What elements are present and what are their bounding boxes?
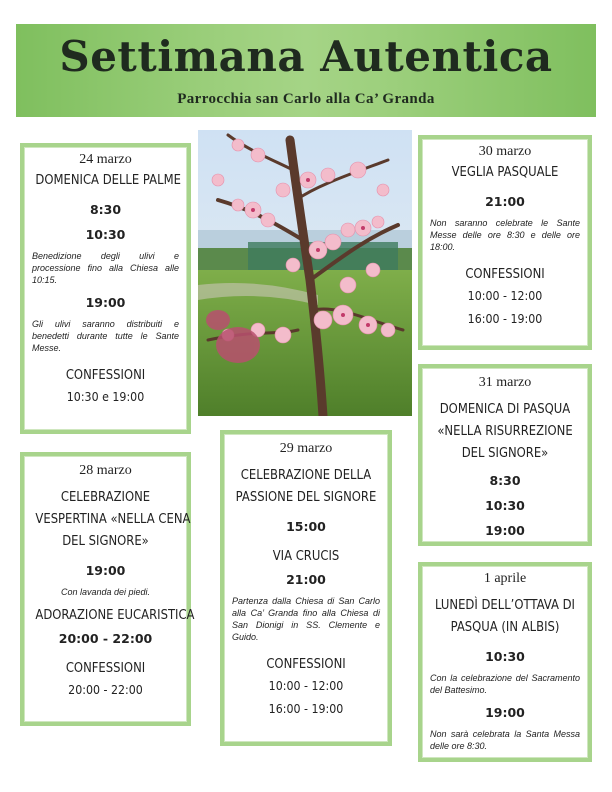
card-domenica-pasqua [418,364,592,546]
date-label: 28 marzo [79,463,132,478]
confessioni-heading: CONFESSIONI [65,367,146,383]
card-cena-signore [20,452,195,726]
via-crucis-heading: VIA CRUCIS [272,548,340,564]
card-heading-line-3: DEL SIGNORE» [461,445,549,461]
time-label: 19:00 [85,563,126,578]
page-title: Settimana Autentica [59,32,553,81]
time-label: 15:00 [286,519,326,534]
card-heading-line-2: PASQUA (IN ALBIS) [450,619,560,635]
confessioni-times: 10:30 e 19:00 [66,390,145,404]
card-passione-signore [220,430,392,746]
confessioni-heading: CONFESSIONI [465,266,545,282]
note-text: Gli ulivi saranno distribuiti e benedetti durante tutte le Sante Messe. [32,319,179,353]
date-label: 31 marzo [478,375,532,390]
card-heading-line-1: DOMENICA DI PASQUA [439,401,571,417]
time-label: 8:30 [489,473,521,488]
confessioni-times: 20:00 - 22:00 [68,683,143,697]
blossom-photo-icon [198,130,412,416]
confessioni-times: 10:00 - 12:00 [467,289,543,303]
note-text: Con la celebrazione del Sacramento del Battesimo. [430,673,580,695]
blossom-photo [198,130,412,416]
confessioni-heading: CONFESSIONI [266,656,346,672]
card-heading-line-2: PASSIONE DEL SIGNORE [235,489,377,505]
time-label: 8:30 [89,202,122,217]
card-heading-line-1: LUNEDÌ DELL’OTTAVA DI [435,597,575,613]
card-heading-line-2: VESPERTINA «NELLA CENA [35,511,191,527]
note-text: Partenza dalla Chiesa di San Carlo alla Ca’ Granda fino alla Chiesa di San Dionigi in SS. Clemente e Guido. [232,596,380,642]
time-label: 19:00 [485,523,525,538]
time-label: 21:00 [485,194,525,209]
time-label: 10:30 [485,498,525,513]
card-heading-line-1: CELEBRAZIONE [60,489,151,505]
card-heading-line-3: DEL SIGNORE» [62,533,149,549]
card-domenica-palme [20,143,191,434]
confessioni-times: 16:00 - 19:00 [268,702,344,716]
time-label: 10:30 [485,649,525,664]
date-label: 29 marzo [279,441,333,456]
time-label: 19:00 [85,295,126,310]
adorazione-times: 20:00 - 22:00 [58,631,153,646]
date-label: 30 marzo [478,144,532,159]
note-text: Con lavanda dei piedi. [60,587,151,597]
date-label: 1 aprile [483,571,527,586]
note-text: Benedizione degli ulivi e processione fino alla Chiesa alle 10:15. [32,251,179,285]
note-text: Non sarà celebrata la Santa Messa delle ore 8:30. [430,729,580,751]
adorazione-heading: ADORAZIONE EUCARISTICA [35,607,195,623]
date-label: 24 marzo [79,152,132,167]
note-text: Non saranno celebrate le Sante Messe delle ore 8:30 e delle ore 18:00. [430,218,580,252]
card-heading-line-1: CELEBRAZIONE DELLA [240,467,372,483]
card-heading: DOMENICA DELLE PALME [35,172,181,188]
confessioni-times: 16:00 - 19:00 [467,312,543,326]
page-subtitle: Parrocchia san Carlo alla Ca’ Granda [177,91,435,107]
header-banner [16,24,596,117]
time-label: 21:00 [286,572,326,587]
card-heading-line-2: «NELLA RISURREZIONE [437,423,573,439]
confessioni-times: 10:00 - 12:00 [268,679,344,693]
card-heading: VEGLIA PASQUALE [451,164,559,180]
card-lunedi-albis [418,562,592,762]
confessioni-heading: CONFESSIONI [65,660,146,676]
time-label: 10:30 [85,227,126,242]
time-label: 19:00 [485,705,525,720]
card-veglia-pasquale [418,135,592,350]
